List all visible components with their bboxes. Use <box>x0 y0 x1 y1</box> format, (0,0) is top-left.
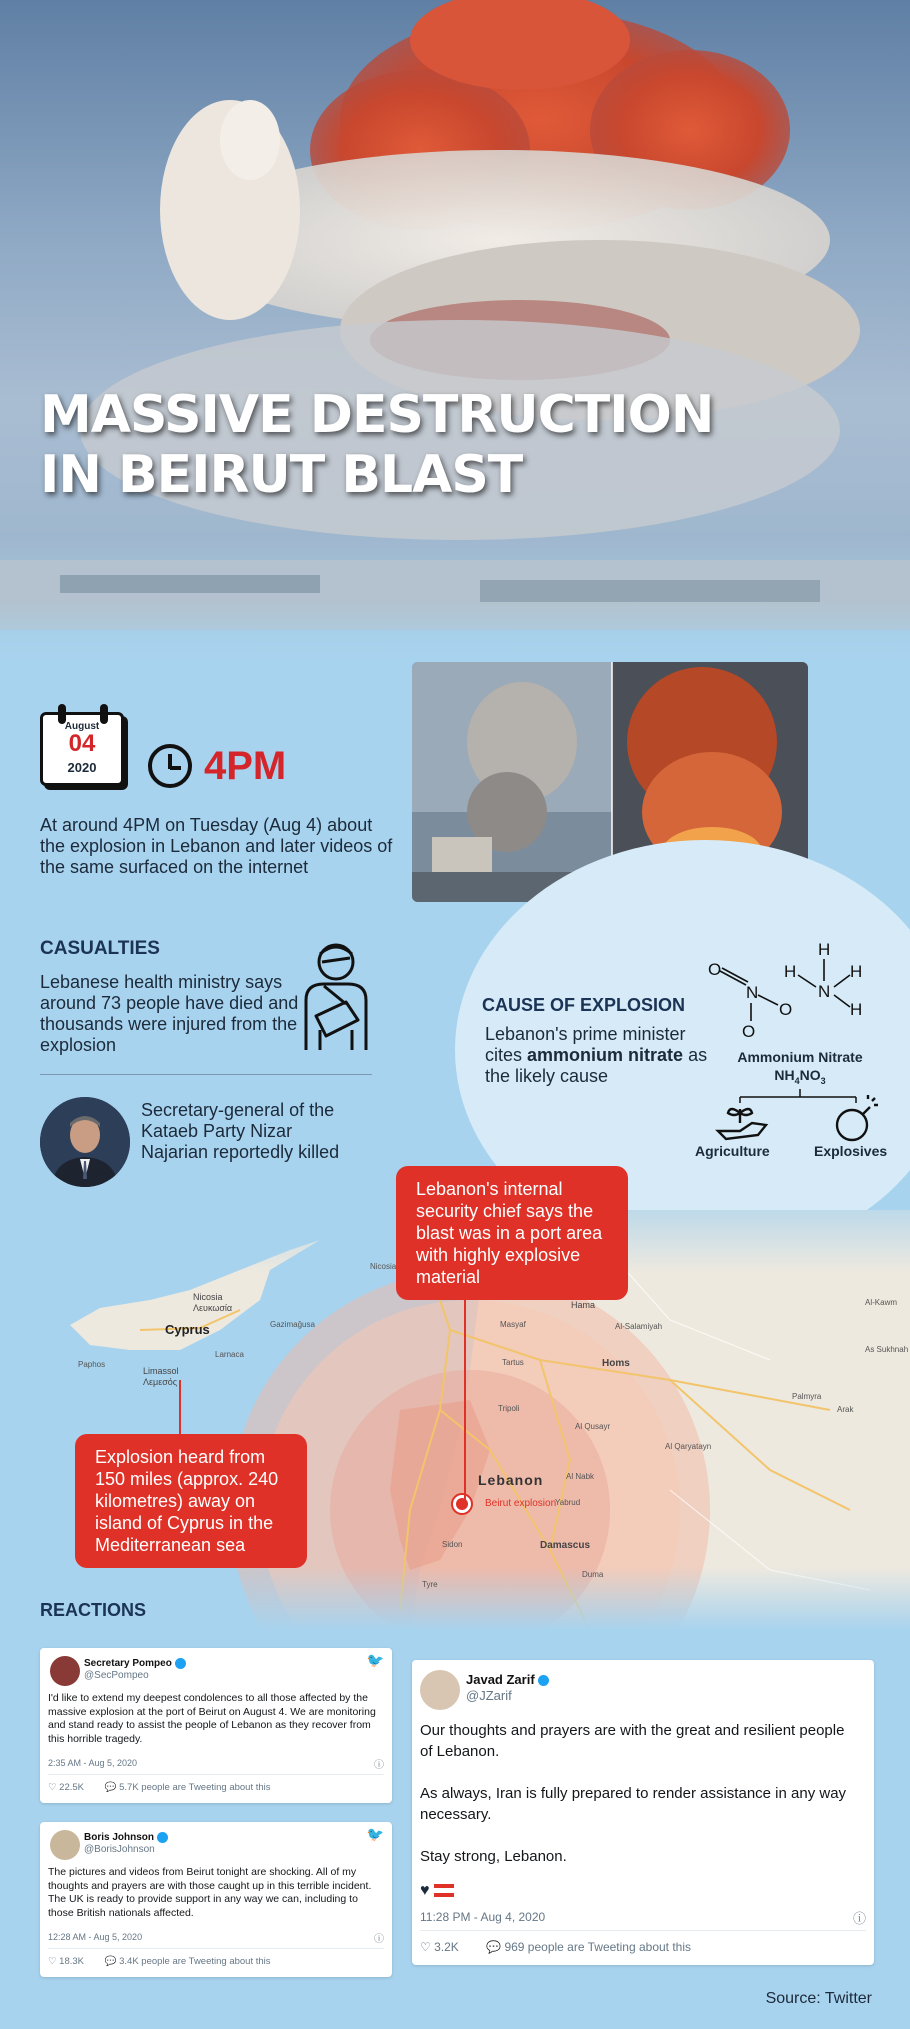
tweet-text <box>420 1720 860 1867</box>
tweet-timestamp[interactable]: 11:28 PM - Aug 4, 2020 <box>420 1910 546 1924</box>
tweet-actions <box>48 1956 271 1967</box>
divider <box>40 1074 372 1075</box>
time-label: 4PM <box>204 744 287 788</box>
map-label-al-qaryatayn: Al Qaryatayn <box>665 1442 712 1451</box>
lebanon-flag-icon <box>434 1884 454 1897</box>
cause-text <box>485 1024 715 1087</box>
formula-3: 3 <box>820 1075 826 1086</box>
use-agriculture: Agriculture <box>695 1143 770 1159</box>
map-label-nicosia-2: Nicosia <box>370 1262 397 1271</box>
najarian-text: Secretary-general of the Kataeb Party Nizar Najarian reportedly killed <box>141 1100 340 1162</box>
security-callout: Lebanon's internal security chief says the blast was in a port area with highly explosive material <box>396 1166 628 1300</box>
pompeo-header <box>84 1658 186 1682</box>
map-label-paphos: Paphos <box>78 1360 106 1369</box>
tweet-actions <box>420 1940 691 1954</box>
tweet-handle[interactable]: @BorisJohnson <box>84 1844 155 1856</box>
tweet-paragraph-3: Stay strong, Lebanon. <box>420 1848 567 1865</box>
tweet-timestamp[interactable]: 12:28 AM - Aug 5, 2020 <box>48 1932 143 1942</box>
tweet-paragraph-2: As always, Iran is fully prepared to render assistance in any way necessary. <box>420 1785 847 1823</box>
tweet-text: The pictures and videos from Beirut tonight are shocking. All of my thoughts and prayers are with those caught up in this terrible incident. The UK is ready to provide support in any way we can, including to those British nationals affected. <box>48 1866 372 1919</box>
injured-person-icon <box>296 940 376 1056</box>
tweet-johnson[interactable] <box>40 1822 392 1977</box>
reply-icon[interactable]: 💬 <box>104 1956 117 1967</box>
map-label-famagusta: Gazimağusa <box>270 1320 315 1329</box>
tweet-actions <box>48 1782 271 1793</box>
map-label-arak: Arak <box>837 1405 854 1414</box>
title-line-2: IN BEIRUT BLAST <box>40 445 523 505</box>
cause-text-bold: ammonium nitrate <box>527 1045 684 1065</box>
calendar-year: 2020 <box>67 760 97 775</box>
map-label-beirut: Beirut explosion <box>485 1498 557 1509</box>
info-icon[interactable]: ⓘ <box>852 1911 866 1926</box>
uses-tree <box>700 1085 900 1147</box>
clock-icon <box>148 744 192 788</box>
hero-image <box>0 0 910 670</box>
like-icon[interactable]: ♡ <box>420 1940 431 1954</box>
tweet-handle[interactable]: @SecPompeo <box>84 1670 149 1682</box>
zarif-avatar <box>420 1670 460 1710</box>
calendar-day: 04 <box>68 730 96 757</box>
map-label-cyprus: Cyprus <box>165 1322 210 1337</box>
tweeting-count[interactable]: 3.4K people are Tweeting about this <box>119 1956 271 1967</box>
svg-text:O: O <box>742 1022 756 1041</box>
map-label-tartus: Tartus <box>502 1358 524 1367</box>
info-icon[interactable]: ⓘ <box>374 1934 384 1945</box>
map-label-hama: Hama <box>571 1300 596 1310</box>
ammonium-nitrate-structure-icon <box>700 935 880 1045</box>
tweet-paragraph-1: Our thoughts and prayers are with the great and resilient people of Lebanon. <box>420 1722 845 1760</box>
map-label-yabrud: Yabrud <box>555 1498 581 1507</box>
twitter-bird-icon[interactable]: 🐦 <box>366 1826 384 1842</box>
reply-icon[interactable]: 💬 <box>486 1940 502 1954</box>
like-count: 18.3K <box>59 1956 84 1967</box>
like-count: 22.5K <box>59 1782 84 1793</box>
nicosia-en: Nicosia <box>193 1292 223 1302</box>
compound-label <box>725 1048 875 1090</box>
svg-text:H: H <box>818 940 831 959</box>
like-count: 3.2K <box>434 1940 459 1954</box>
casualties-title: CASUALTIES <box>40 938 160 959</box>
calendar-month: August <box>64 721 100 732</box>
tweeting-count[interactable]: 5.7K people are Tweeting about this <box>119 1782 271 1793</box>
cause-title: CAUSE OF EXPLOSION <box>482 995 686 1015</box>
tweet-separator <box>420 1930 866 1931</box>
svg-text:H: H <box>784 962 797 981</box>
cause-text-before: Lebanon's prime minister cites <box>485 1024 686 1065</box>
cause-text-after: as the likely cause <box>485 1045 708 1086</box>
like-icon[interactable]: ♡ <box>48 1956 57 1967</box>
svg-text:H: H <box>850 1000 863 1019</box>
tweet-text: I'd like to extend my deepest condolences to all those affected by the massive explosion at the port of Beirut on August 4. We are monitoring and stand ready to assist the people of Lebanon as they recover from this horrible tragedy. <box>48 1692 376 1745</box>
map-label-al-qusayr: Al Qusayr <box>575 1422 611 1431</box>
tweet-author[interactable]: Boris Johnson <box>84 1832 155 1844</box>
title-line-1: MASSIVE DESTRUCTION <box>40 385 714 445</box>
intro-text: At around 4PM on Tuesday (Aug 4) about the explosion in Lebanon and later videos of the same surfaced on the internet <box>40 815 393 877</box>
map-label-as-sukhnah: As Sukhnah <box>865 1345 909 1354</box>
casualties-text: Lebanese health ministry says around 73 people have died and thousands were injured from the explosion <box>40 972 299 1055</box>
page-title <box>40 385 740 505</box>
info-icon[interactable]: ⓘ <box>374 1760 384 1771</box>
formula-no: NO <box>799 1067 821 1083</box>
reactions-title: REACTIONS <box>40 1600 147 1620</box>
map-label-al-kawm: Al-Kawm <box>865 1298 898 1307</box>
map-label-tyre: Tyre <box>422 1580 438 1589</box>
explosion-illustration <box>0 0 910 670</box>
calendar-icon <box>40 704 128 790</box>
pompeo-avatar <box>50 1656 80 1686</box>
black-heart-icon: ♥ <box>420 1882 430 1899</box>
formula-4: 4 <box>794 1075 800 1086</box>
reply-icon[interactable]: 💬 <box>104 1782 117 1793</box>
map-label-al-salamiyah: Al-Salamiyah <box>615 1322 663 1331</box>
tweeting-count[interactable]: 969 people are Tweeting about this <box>504 1940 692 1954</box>
map-label-lebanon: Lebanon <box>478 1472 544 1488</box>
map-label-palmyra: Palmyra <box>792 1392 822 1401</box>
compound-name: Ammonium Nitrate <box>737 1049 863 1065</box>
twitter-bird-icon[interactable]: 🐦 <box>366 1652 384 1668</box>
tweet-pompeo[interactable] <box>40 1648 392 1803</box>
svg-text:H: H <box>850 962 863 981</box>
map-label-homs: Homs <box>602 1358 630 1369</box>
map-label-sidon: Sidon <box>442 1540 463 1549</box>
tweet-author[interactable]: Secretary Pompeo <box>84 1658 172 1670</box>
source-credit: Source: Twitter <box>765 1990 872 2007</box>
tweet-author[interactable]: Javad Zarif <box>466 1672 535 1687</box>
tweet-handle[interactable]: @JZarif <box>466 1688 512 1703</box>
svg-text:O: O <box>708 960 722 979</box>
verified-icon <box>175 1658 186 1669</box>
limassol-gr: Λεμεσός <box>143 1377 178 1387</box>
tweet-separator <box>48 1774 384 1775</box>
map-label-damascus: Damascus <box>540 1540 591 1551</box>
cyprus-callout: Explosion heard from 150 miles (approx. 240 kilometres) away on island of Cyprus in the Mediterranean sea <box>75 1434 307 1568</box>
map-label-nicosia <box>193 1292 232 1314</box>
nicosia-gr: Λευκωσία <box>193 1303 233 1313</box>
heart-flag-emoji <box>420 1882 454 1900</box>
najarian-avatar <box>40 1097 130 1187</box>
map-label-al-nabk: Al Nabk <box>566 1472 595 1481</box>
formula-nh: NH <box>774 1067 795 1083</box>
map-label-duma: Duma <box>582 1570 604 1579</box>
map-label-larnaca: Larnaca <box>215 1350 244 1359</box>
svg-text:N: N <box>818 982 831 1001</box>
tweet-separator <box>48 1948 384 1949</box>
use-explosives: Explosives <box>814 1143 888 1159</box>
zarif-header <box>466 1672 549 1704</box>
tweet-timestamp[interactable]: 2:35 AM - Aug 5, 2020 <box>48 1758 138 1768</box>
limassol-en: Limassol <box>143 1366 179 1376</box>
verified-icon <box>157 1832 168 1843</box>
svg-text:O: O <box>779 1000 793 1019</box>
like-icon[interactable]: ♡ <box>48 1782 57 1793</box>
verified-icon <box>538 1675 549 1686</box>
map-label-tripoli: Tripoli <box>498 1404 520 1413</box>
johnson-avatar <box>50 1830 80 1860</box>
johnson-header <box>84 1832 168 1856</box>
svg-text:N: N <box>746 983 759 1002</box>
tweet-zarif[interactable] <box>412 1660 874 1965</box>
map-label-masyaf: Masyaf <box>500 1320 526 1329</box>
map-label-limassol <box>143 1366 179 1388</box>
